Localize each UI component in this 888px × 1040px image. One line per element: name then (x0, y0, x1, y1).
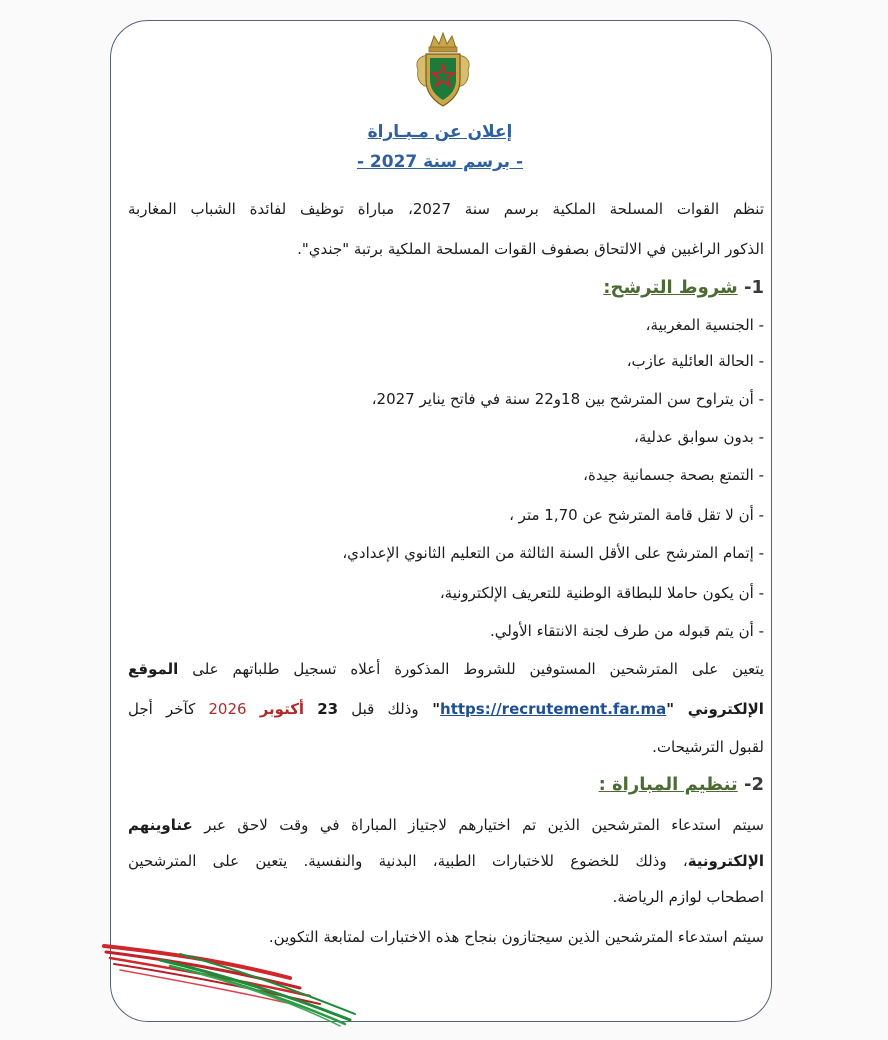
condition-item: - أن يكون حاملا للبطاقة الوطنية للتعريف الإلكترونية، (439, 584, 764, 602)
quote-close: " (418, 700, 441, 718)
condition-item: - التمتع بصحة جسمانية جيدة، (583, 466, 764, 484)
deadline-year: 2026 (208, 700, 247, 718)
organization-text-2: ، وذلك للخضوع للاختبارات الطبية، البدنية والنفسية. يتعين على المترشحين (128, 852, 688, 870)
announcement-year: - برسم سنة 2027 - (356, 152, 524, 172)
royal-armed-forces-emblem-icon (412, 30, 474, 112)
moroccan-flag-brush-strokes-icon (100, 930, 360, 1030)
condition-item: - الحالة العائلية عازب، (626, 352, 764, 370)
apply-line-2 (128, 700, 764, 718)
organization-line-3: اصطحاب لوازم الرياضة. (612, 888, 764, 906)
announcement-title: إعلان عن مـبـاراة (367, 122, 513, 142)
section-2-title: تنظيم المباراة : (598, 774, 738, 795)
organization-line-2 (128, 852, 764, 870)
section-2-number: 2- (743, 774, 764, 795)
apply-website-label-2: الإلكتروني (687, 700, 764, 718)
deadline-after-text: كآخر أجل (128, 700, 196, 718)
section-1-heading (603, 277, 764, 298)
quote-open: " (666, 700, 688, 718)
condition-item: - أن لا تقل قامة المترشح عن 1,70 متر ، (509, 506, 764, 524)
intro-line-1: تنظم القوات المسلحة الملكية برسم سنة 2027، مباراة توظيف لفائدة الشباب المغاربة (128, 200, 764, 218)
organization-line-4: سيتم استدعاء المترشحين الذين سيجتازون بنجاح هذه الاختبارات لمتابعة التكوين. (268, 928, 764, 946)
condition-item: - أن يتم قبوله من طرف لجنة الانتقاء الأولي. (490, 622, 764, 640)
condition-item: - إتمام المترشح على الأقل السنة الثالثة من التعليم الثانوي الإعدادي، (342, 544, 764, 562)
apply-text: يتعين على المترشحين المستوفين للشروط المذكورة أعلاه تسجيل طلباتهم على (192, 660, 764, 678)
section-1-number: 1- (743, 277, 764, 298)
apply-line-3: لقبول الترشيحات. (652, 738, 764, 756)
organization-text: سيتم استدعاء المترشحين الذين تم اختيارهم لاجتياز المباراة في وقت لاحق عبر (204, 816, 764, 834)
condition-item: - الجنسية المغربية، (645, 316, 764, 334)
deadline-month: أكتوبر (259, 700, 305, 718)
condition-item: - أن يتراوح سن المترشح بين 18و22 سنة في فاتح يناير 2027، (371, 390, 764, 408)
recruitment-website-link[interactable]: https://recrutement.far.ma (440, 700, 667, 718)
intro-line-2: الذكور الراغبين في الالتحاق بصفوف القوات المسلحة الملكية برتبة "جندي". (297, 240, 764, 258)
deadline-before-text: وذلك قبل (351, 700, 419, 718)
organization-line-1 (128, 816, 764, 834)
section-1-title: شروط الترشح: (603, 277, 738, 298)
deadline-day: 23 (317, 700, 339, 718)
organization-bold-text-2: الإلكترونية (687, 852, 764, 870)
apply-website-label: الموقع (128, 660, 179, 678)
apply-line-1 (128, 660, 764, 678)
organization-bold-text: عناوينهم (128, 816, 193, 834)
condition-item: - بدون سوابق عدلية، (634, 428, 764, 446)
section-2-heading (599, 774, 764, 795)
